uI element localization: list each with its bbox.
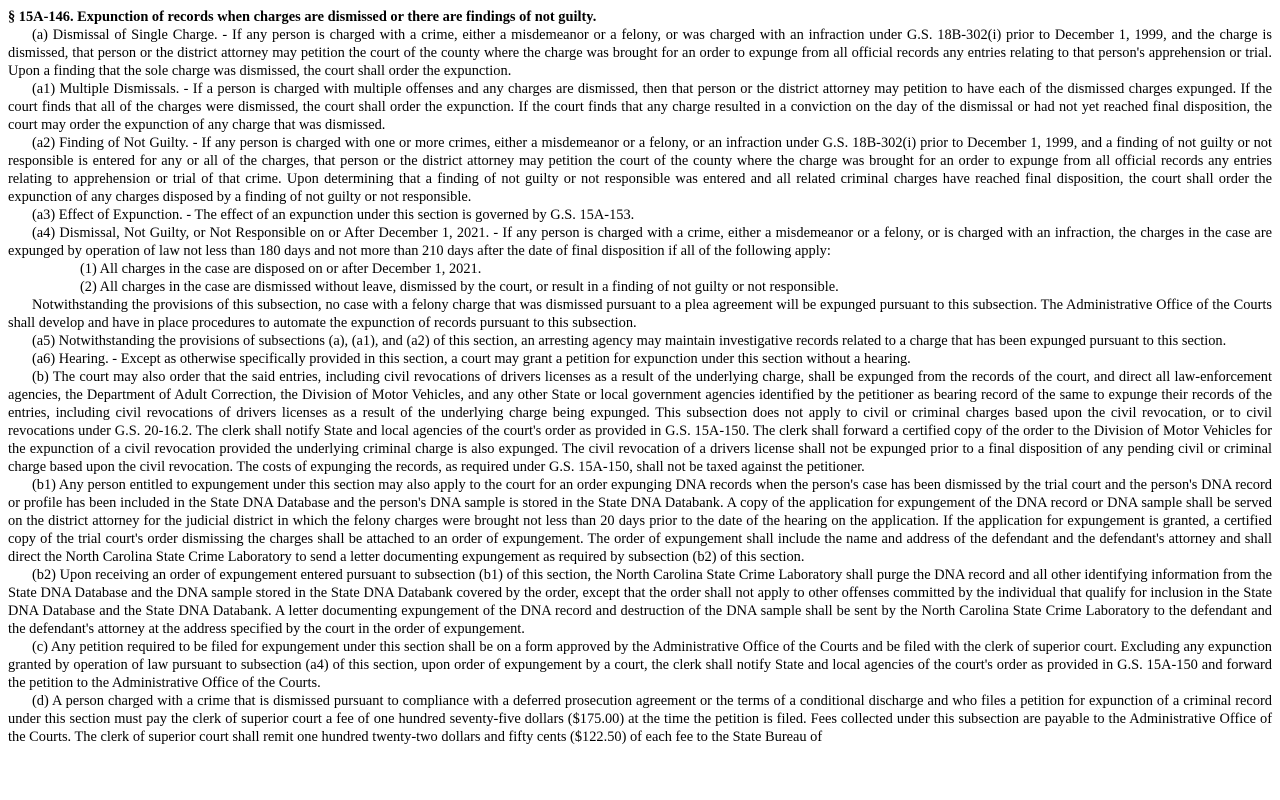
subsection-a4: (a4) Dismissal, Not Guilty, or Not Responsible on or After December 1, 2021. - If any person is charged with a crime, either a misdemeanor or a felony, or is charged with an infraction, the charges in the case are expunged by operation of law not less than 180 days and not more than 210 days after the date of final disposition if all of the following apply:: [8, 225, 1272, 259]
subsection-b2: (b2) Upon receiving an order of expungement entered pursuant to subsection (b1) of this section, the North Carolina State Crime Laboratory shall purge the DNA record and all other identifying information from the State DNA Database and the DNA sample stored in the State DNA Databank covered by the order, except that the order shall not apply to other offenses committed by the individual that qualify for inclusion in the State DNA Database and the State DNA Databank. A letter documenting expungement of the DNA record and destruction of the DNA sample shall be sent by the North Carolina State Crime Laboratory to the defendant and the defendant's attorney at the address specified by the court in the order of expungement.: [8, 567, 1272, 637]
subsection-a2: (a2) Finding of Not Guilty. - If any person is charged with one or more crimes, either a misdemeanor or a felony, or an infraction under G.S. 18B-302(i) prior to December 1, 1999, and a finding of not guilty or not responsible is entered for any or all of the charges, that person or the district attorney may petition the court of the county where the charge was brought for an order to expunge from all official records any entries relating to apprehension or trial of that crime. Upon determining that a finding of not guilty or not responsible was entered and all related criminal charges have reached final disposition, the court shall order the expunction of any charges disposed by a finding of not guilty or not responsible.: [8, 135, 1272, 205]
subsection-a: (a) Dismissal of Single Charge. - If any person is charged with a crime, either a misdemeanor or a felony, or was charged with an infraction under G.S. 18B-302(i) prior to December 1, 1999, and the charge is dismissed, that person or the district attorney may petition the court of the county where the charge was brought for an order to expunge from all official records any entries relating to that person's apprehension or trial. Upon a finding that the sole charge was dismissed, the court shall order the expunction.: [8, 27, 1272, 79]
subsection-a4-item-2: (2) All charges in the case are dismissed without leave, dismissed by the court, or result in a finding of not guilty or not responsible.: [80, 279, 839, 295]
subsection-a5: (a5) Notwithstanding the provisions of subsections (a), (a1), and (a2) of this section, an arresting agency may maintain investigative records related to a charge that has been expunged pursuant to this section.: [32, 333, 1227, 349]
subsection-b1: (b1) Any person entitled to expungement under this section may also apply to the court for an order expunging DNA records when the person's case has been dismissed by the trial court and the person's DNA record or profile has been included in the State DNA Database and the person's DNA sample is stored in the State DNA Databank. A copy of the application for expungement of the DNA record or DNA sample shall be served on the district attorney for the judicial district in which the felony charges were brought not less than 20 days prior to the date of the hearing on the application. If the application for expungement is granted, a certified copy of the trial court's order dismissing the charges shall be attached to an order of expungement. The order of expungement shall include the name and address of the defendant and the defendant's attorney and shall direct the North Carolina State Crime Laboratory to send a letter documenting expungement as required by subsection (b2) of this section.: [8, 477, 1272, 565]
subsection-a1: (a1) Multiple Dismissals. - If a person is charged with multiple offenses and any charges are dismissed, then that person or the district attorney may petition to have each of the dismissed charges expunged. If the court finds that all of the charges were dismissed, the court shall order the expunction. If the court finds that any charge resulted in a conviction on the day of the dismissal or had not yet reached final disposition, the court may order the expunction of any charge that was dismissed.: [8, 81, 1272, 133]
subsection-a4-notwithstanding: Notwithstanding the provisions of this subsection, no case with a felony charge that was dismissed pursuant to a plea agreement will be expunged pursuant to this subsection. The Administrative Office of the Courts shall develop and have in place procedures to automate the expunction of records pursuant to this subsection.: [8, 297, 1272, 331]
subsection-d: (d) A person charged with a crime that is dismissed pursuant to compliance with a deferred prosecution agreement or the terms of a conditional discharge and who files a petition for expunction of a criminal record under this section must pay the clerk of superior court a fee of one hundred seventy-five dollars ($175.00) at the time the petition is filed. Fees collected under this subsection are payable to the Administrative Office of the Courts. The clerk of superior court shall remit one hundred twenty-two dollars and fifty cents ($122.50) of each fee to the State Bureau of: [8, 693, 1272, 745]
subsection-a3: (a3) Effect of Expunction. - The effect of an expunction under this section is governed by G.S. 15A-153.: [32, 207, 635, 223]
section-title: § 15A-146. Expunction of records when charges are dismissed or there are findings of not guilty.: [8, 9, 597, 25]
subsection-c: (c) Any petition required to be filed for expungement under this section shall be on a form approved by the Administrative Office of the Courts and be filed with the clerk of superior court. Excluding any expunction granted by operation of law pursuant to subsection (a4) of this section, upon order of expungement by a court, the clerk shall notify State and local agencies of the court's order as provided in G.S. 15A-150 and forward the petition to the Administrative Office of the Courts.: [8, 639, 1272, 691]
subsection-a6: (a6) Hearing. - Except as otherwise specifically provided in this section, a court may grant a petition for expunction under this section without a hearing.: [32, 351, 911, 367]
subsection-a4-item-1: (1) All charges in the case are disposed on or after December 1, 2021.: [80, 261, 482, 277]
subsection-b: (b) The court may also order that the said entries, including civil revocations of drivers licenses as a result of the underlying charge, shall be expunged from the records of the court, and direct all law-enforcement agencies, the Department of Adult Correction, the Division of Motor Vehicles, and any other State or local government agencies identified by the petitioner as bearing record of the same to expunge their records of the entries, including civil revocations of drivers licenses as a result of the underlying charge being expunged. This subsection does not apply to civil or criminal charges based upon the civil revocation, or to civil revocations under G.S. 20-16.2. The clerk shall notify State and local agencies of the court's order as provided in G.S. 15A-150. The clerk shall forward a certified copy of the order to the Division of Motor Vehicles for the expunction of a civil revocation provided the underlying criminal charge is also expunged. The civil revocation of a drivers license shall not be expunged prior to a final disposition of any pending civil or criminal charge based upon the civil revocation. The costs of expunging the records, as required under G.S. 15A-150, shall not be taxed against the petitioner.: [8, 369, 1272, 475]
